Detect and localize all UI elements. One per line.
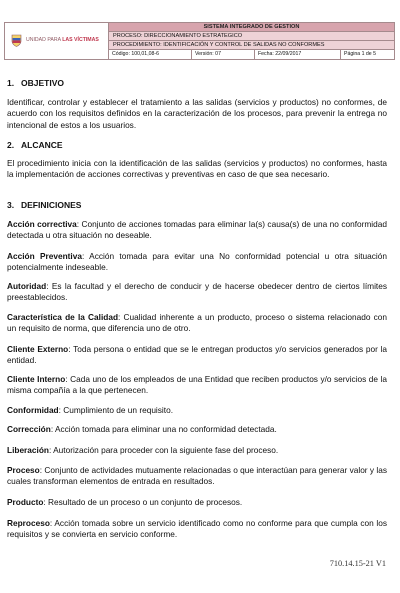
definition-item: Cliente Interno: Cada uno de los empleados de una Entidad que reciben productos y/o servicios de la misma compañía a la que pertenecen. — [7, 374, 387, 396]
definition-item: Conformidad: Cumplimiento de un requisito. — [7, 405, 173, 415]
logo-wordmark: UNIDAD PARA LAS VÍCTIMAS — [26, 37, 99, 43]
document-code: Código: 100,01,08-6 — [109, 50, 192, 59]
definition-item: Característica de la Calidad: Cualidad inherente a un producto, proceso o sistema relacionado con un requisito de norma, que diferencia uno de otro. — [7, 312, 387, 334]
definition-item: Corrección: Acción tomada para eliminar una no conformidad detectada. — [7, 424, 277, 434]
definition-item: Producto: Resultado de un proceso o un conjunto de procesos. — [7, 497, 243, 507]
coat-of-arms-icon — [11, 34, 22, 47]
definition-item: Proceso: Conjunto de actividades mutuamente relacionadas o que interactúan para generar valor y las cuales transforman elementos de entrada en resultados. — [7, 465, 387, 487]
logo-cell — [5, 23, 109, 59]
procedure-label: PROCEDIMIENTO: IDENTIFICACIÓN Y CONTROL DE SALIDAS NO CONFORMES — [109, 41, 394, 50]
definition-item: Reproceso: Acción tomada sobre un servicio identificado como no conforme para que cumpla con los requisitos y se convierta en servicio conforme. — [7, 518, 387, 540]
document-meta-row — [109, 50, 394, 59]
document-date: Fecha: 22/09/2017 — [255, 50, 341, 59]
definition-item: Acción Preventiva: Acción tomada para evitar una No conformidad potencial u otra situación potencialmente indeseable. — [7, 251, 388, 273]
page-number: Página 1 de 5 — [344, 51, 377, 57]
definition-item: Liberación: Autorización para proceder con la siguiente fase del proceso. — [7, 445, 279, 455]
process-label: PROCESO: DIRECCIONAMIENTO ESTRATEGICO — [109, 32, 394, 41]
system-title: SISTEMA INTEGRADO DE GESTION — [109, 23, 394, 32]
form-code: 710.14.15-21 V1 — [329, 559, 386, 568]
section-title-definiciones: 3. DEFINICIONES — [7, 200, 82, 210]
definition-item: Cliente Externo: Toda persona o entidad que se le entregan productos y/o servicios generados por la entidad. — [7, 344, 387, 366]
section-title-alcance: 2. ALCANCE — [7, 140, 63, 150]
alcance-text: El procedimiento inicia con la identificación de las salidas (servicios y productos) no conformes, hasta la implementación de acciones correctivas y preventivas en caso de que sea necesario. — [7, 158, 387, 180]
definition-item: Acción correctiva: Conjunto de acciones tomadas para eliminar la(s) causa(s) de una no conformidad detectada u otra situación no deseable. — [7, 219, 387, 241]
document-version: Versión: 07 — [192, 50, 255, 59]
document-header — [4, 22, 395, 60]
objetivo-text: Identificar, controlar y establecer el tratamiento a las salidas (servicios y productos) no conformes, de acuerdo con los requisitos definidos en la caracterización de los procesos, para prevenir la entrega no intencional de estos a los usuarios. — [7, 97, 387, 130]
section-title-objetivo: 1. OBJETIVO — [7, 78, 64, 88]
definition-item: Autoridad: Es la facultad y el derecho de conducir y de hacerse obedecer dentro de ciertos límites preestablecidos. — [7, 281, 387, 303]
